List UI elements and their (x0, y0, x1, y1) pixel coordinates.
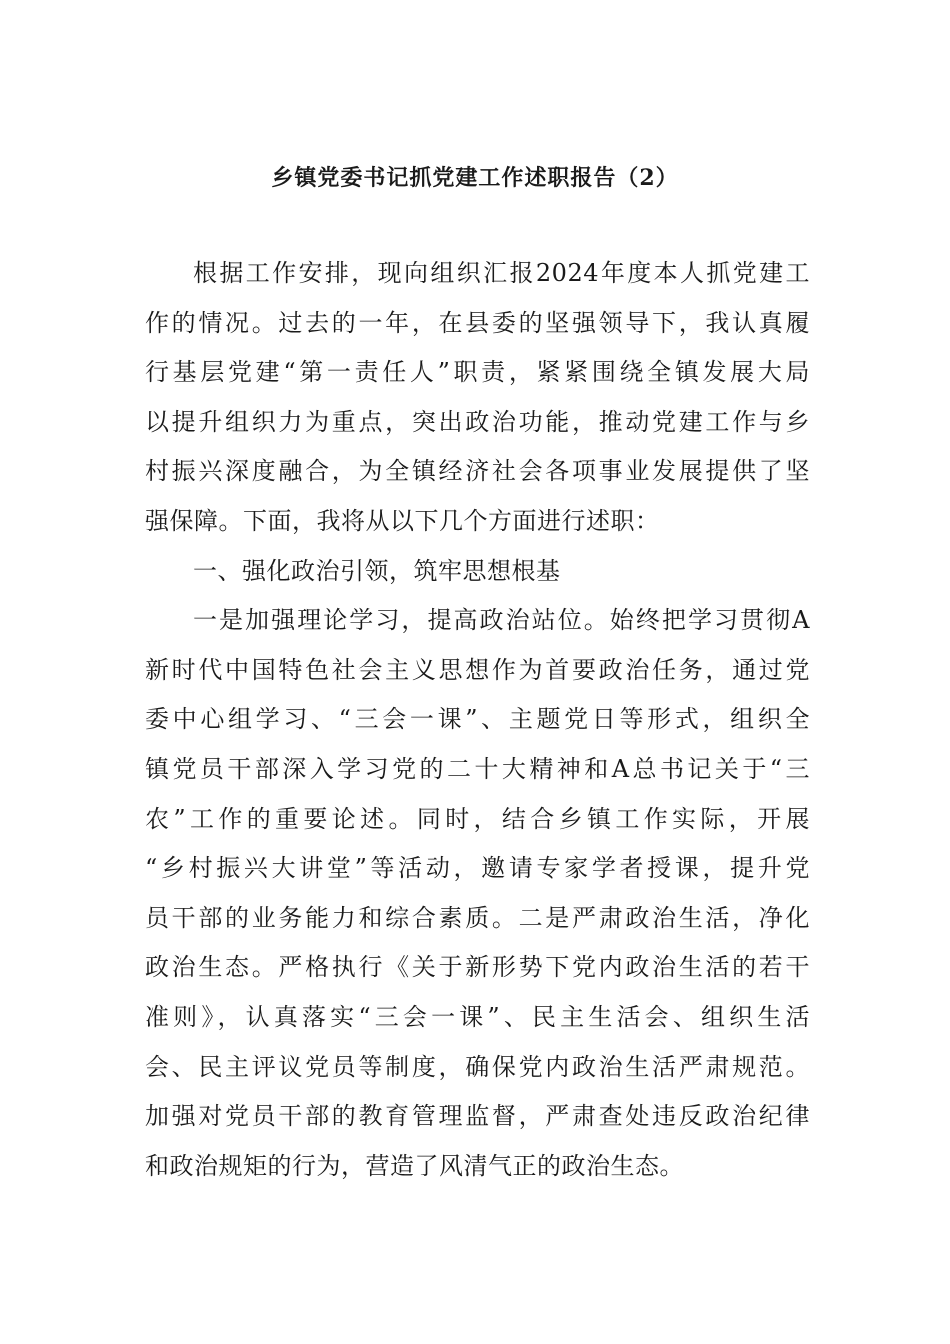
paragraph-line: 行基层党建“第一责任人”职责，紧紧围绕全镇发展大局 (145, 358, 810, 387)
paragraph-line: 一是加强理论学习，提高政治站位。始终把学习贯彻A (193, 606, 810, 635)
section-heading: 一、强化政治引领，筑牢思想根基 (193, 556, 561, 585)
document-body (145, 249, 810, 1191)
paragraph-line: 和政治规矩的行为，营造了风清气正的政治生态。 (145, 1151, 684, 1180)
paragraph-line: 政治生态。严格执行《关于新形势下党内政治生活的若干 (145, 953, 810, 982)
paragraph-line: 以提升组织力为重点，突出政治功能，推动党建工作与乡 (145, 407, 810, 436)
paragraph-line: 员干部的业务能力和综合素质。二是严肃政治生活，净化 (145, 903, 810, 932)
paragraph-line: 委中心组学习、“三会一课”、主题党日等形式，组织全 (145, 705, 810, 734)
paragraph-line: “乡村振兴大讲堂”等活动，邀请专家学者授课，提升党 (145, 854, 810, 883)
paragraph-line: 加强对党员干部的教育管理监督，严肃查处违反政治纪律 (145, 1102, 810, 1131)
paragraph-line: 强保障。下面，我将从以下几个方面进行述职： (145, 506, 660, 535)
paragraph-line: 作的情况。过去的一年，在县委的坚强领导下，我认真履 (145, 308, 810, 337)
paragraph-line: 根据工作安排，现向组织汇报2024年度本人抓党建工 (193, 259, 810, 287)
document-title: 乡镇党委书记抓党建工作述职报告（2） (271, 165, 679, 191)
paragraph-line: 镇党员干部深入学习党的二十大精神和A总书记关于“三 (145, 754, 810, 783)
paragraph-line: 农”工作的重要论述。同时，结合乡镇工作实际，开展 (145, 804, 810, 833)
paragraph-line: 会、民主评议党员等制度，确保党内政治生活严肃规范。 (145, 1052, 810, 1081)
paragraph-line: 村振兴深度融合，为全镇经济社会各项事业发展提供了坚 (145, 457, 810, 486)
paragraph-line: 新时代中国特色社会主义思想作为首要政治任务，通过党 (145, 655, 810, 684)
paragraph-line: 准则》，认真落实“三会一课”、民主生活会、组织生活 (145, 1002, 810, 1031)
